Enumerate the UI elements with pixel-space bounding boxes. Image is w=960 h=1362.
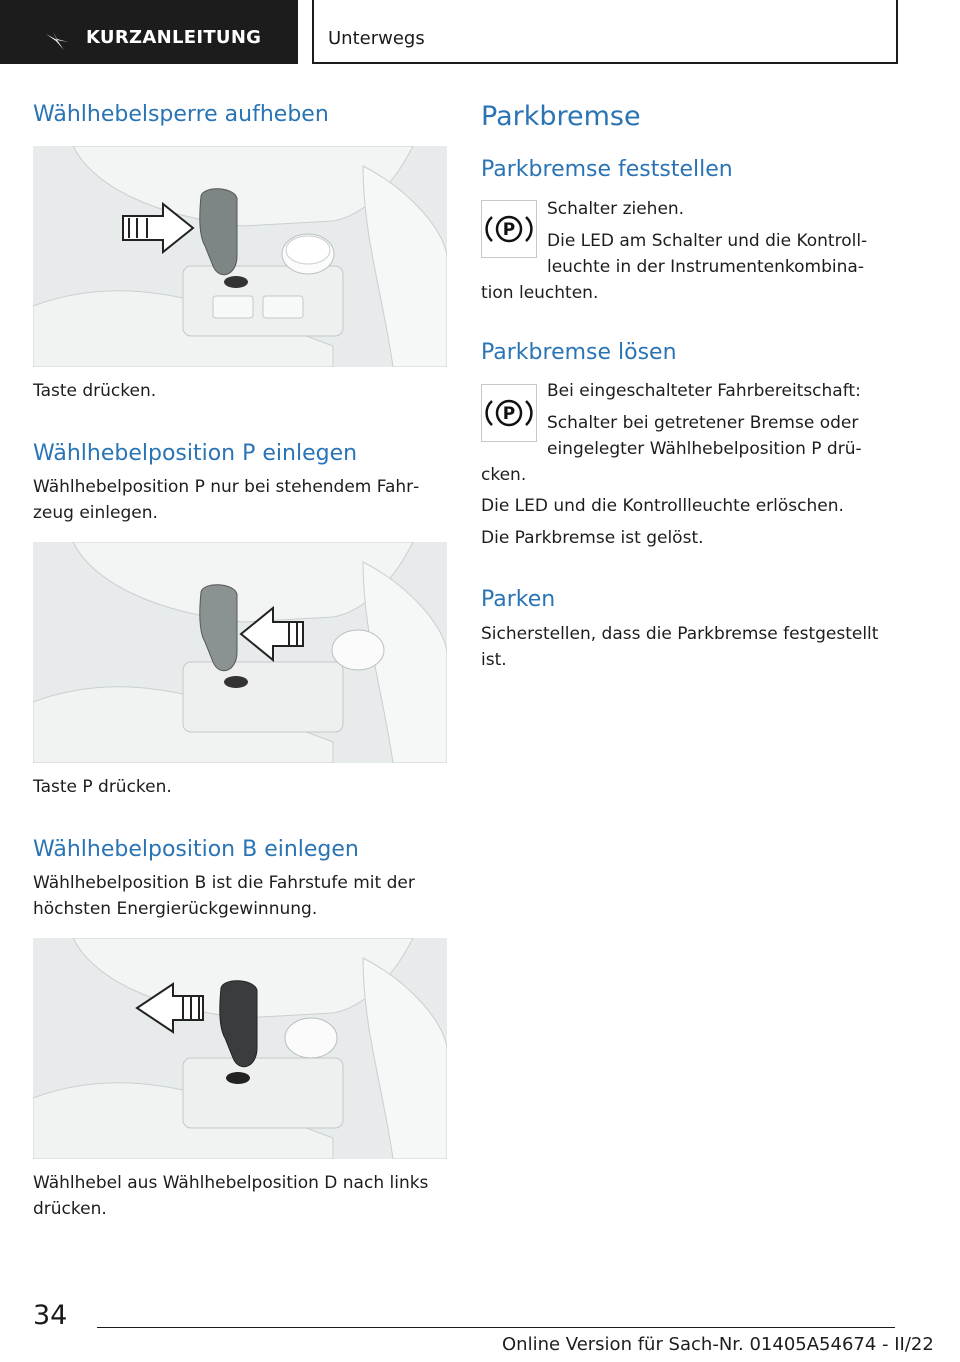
footer-version-text: Online Version für Sach-Nr. 01405A54674 - II/22 <box>502 1334 934 1355</box>
text-parken: Sicherstellen, dass die Parkbremse festgestellt ist. <box>481 624 879 670</box>
text-led-line2: leuchte in der Instrumentenkombina- <box>547 257 864 277</box>
header-section-label: Unterwegs <box>328 28 425 49</box>
caption-position-b: Wählhebel aus Wählhebelposition D nach links drücken. <box>33 1173 429 1219</box>
heading-parkbremse-loesen: Parkbremse lösen <box>481 340 677 365</box>
heading-parken: Parken <box>481 587 556 612</box>
heading-parkbremse: Parkbremse <box>481 101 641 132</box>
figure-selector-lock-drawing <box>33 146 447 367</box>
figure-position-p-drawing <box>33 542 447 763</box>
svg-text:P: P <box>502 404 516 424</box>
caption-selector-lock: Taste drücken. <box>33 381 157 401</box>
heading-parkbremse-feststellen: Parkbremse feststellen <box>481 157 733 182</box>
text-schalter-bremse-line3: cken. <box>481 465 527 485</box>
text-led-line1: Die LED am Schalter und die Kontroll- <box>547 231 868 251</box>
text-position-p: Wählhebelposition P nur bei stehendem Fahrzeug einlegen. <box>33 477 420 523</box>
text-parkbremse-geloest: Die Parkbremse ist gelöst. <box>481 528 704 548</box>
figure-position-b <box>33 938 447 1159</box>
heading-position-p: Wählhebelposition P einlegen <box>33 441 358 466</box>
figure-selector-lock <box>33 146 447 367</box>
caption-position-p: Taste P drücken. <box>33 777 172 797</box>
page-number: 34 <box>33 1300 68 1331</box>
text-position-b: Wählhebelposition B ist die Fahrstufe mit der höchsten Energierückgewinnung. <box>33 873 415 919</box>
header-tab <box>0 0 298 64</box>
text-schalter-ziehen: Schalter ziehen. <box>547 199 685 219</box>
text-fahrbereitschaft: Bei eingeschalteter Fahrbereitschaft: <box>547 381 861 401</box>
text-led-erloeschen: Die LED und die Kontrollleuchte erlöschen. <box>481 496 844 516</box>
parking-brake-icon <box>481 384 537 442</box>
svg-text:P: P <box>502 220 516 240</box>
header-section-box <box>312 0 898 64</box>
figure-position-b-drawing <box>33 938 447 1159</box>
figure-position-p <box>33 542 447 763</box>
heading-selector-lock: Wählhebelsperre aufheben <box>33 102 329 127</box>
footer-divider <box>97 1327 895 1328</box>
text-led-line3: tion leuchten. <box>481 283 599 303</box>
kurzanleitung-star-icon <box>44 30 70 52</box>
parking-brake-icon <box>481 200 537 258</box>
heading-position-b: Wählhebelposition B einlegen <box>33 837 359 862</box>
header-tab-label: KURZANLEITUNG <box>86 27 262 48</box>
text-schalter-bremse-line2: eingelegter Wählhebelposition P drü- <box>547 439 862 459</box>
text-schalter-bremse-line1: Schalter bei getretener Bremse oder <box>547 413 859 433</box>
